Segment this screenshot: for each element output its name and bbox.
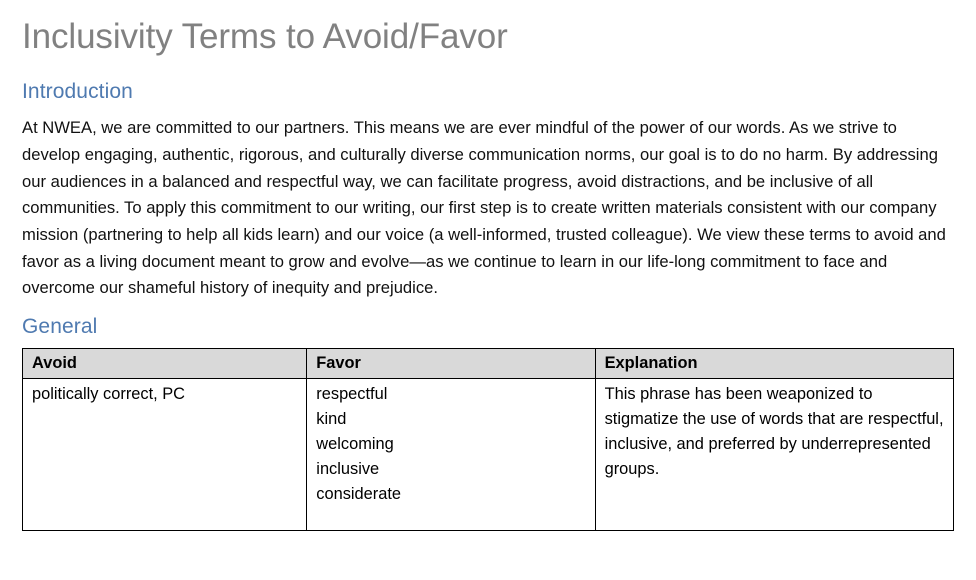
favor-term: welcoming (316, 434, 394, 453)
favor-term: considerate (316, 484, 402, 503)
column-header-favor: Favor (307, 349, 595, 379)
table-body (23, 378, 954, 530)
table-header-row (23, 349, 954, 379)
cell-explanation: This phrase has been weaponized to stigmatize the use of words that are respectful, inclusive, and preferred by underrepresented groups. (595, 378, 953, 530)
section-heading-introduction: Introduction (22, 80, 133, 104)
favor-term-list (316, 382, 587, 507)
table-row (23, 378, 954, 530)
column-header-avoid: Avoid (23, 349, 307, 379)
favor-term: respectful (316, 384, 388, 403)
table-header (23, 349, 954, 379)
favor-term: kind (316, 409, 347, 428)
page-title: Inclusivity Terms to Avoid/Favor (22, 17, 508, 56)
section-heading-general: General (22, 314, 98, 338)
favor-term: inclusive (316, 459, 380, 478)
terms-table (22, 348, 954, 531)
introduction-paragraph: At NWEA, we are committed to our partners. This means we are ever mindful of the power of our words. As we strive to develop engaging, authentic, rigorous, and culturally diverse communication norms, our goal is to do no harm. By addressing our audiences in a balanced and respectful way, we can facilitate progress, avoid distractions, and be inclusive of all communities. To apply this commitment to our writing, our first step is to create written materials consistent with our company mission (partnering to help all kids learn) and our voice (a well-informed, trusted colleague). We view these terms to avoid and favor as a living document meant to grow and evolve—as we continue to learn in our life-long commitment to face and overcome our shameful history of inequity and prejudice. (22, 118, 946, 298)
column-header-explanation: Explanation (595, 349, 953, 379)
cell-avoid: politically correct, PC (23, 378, 307, 530)
cell-favor (307, 378, 595, 530)
